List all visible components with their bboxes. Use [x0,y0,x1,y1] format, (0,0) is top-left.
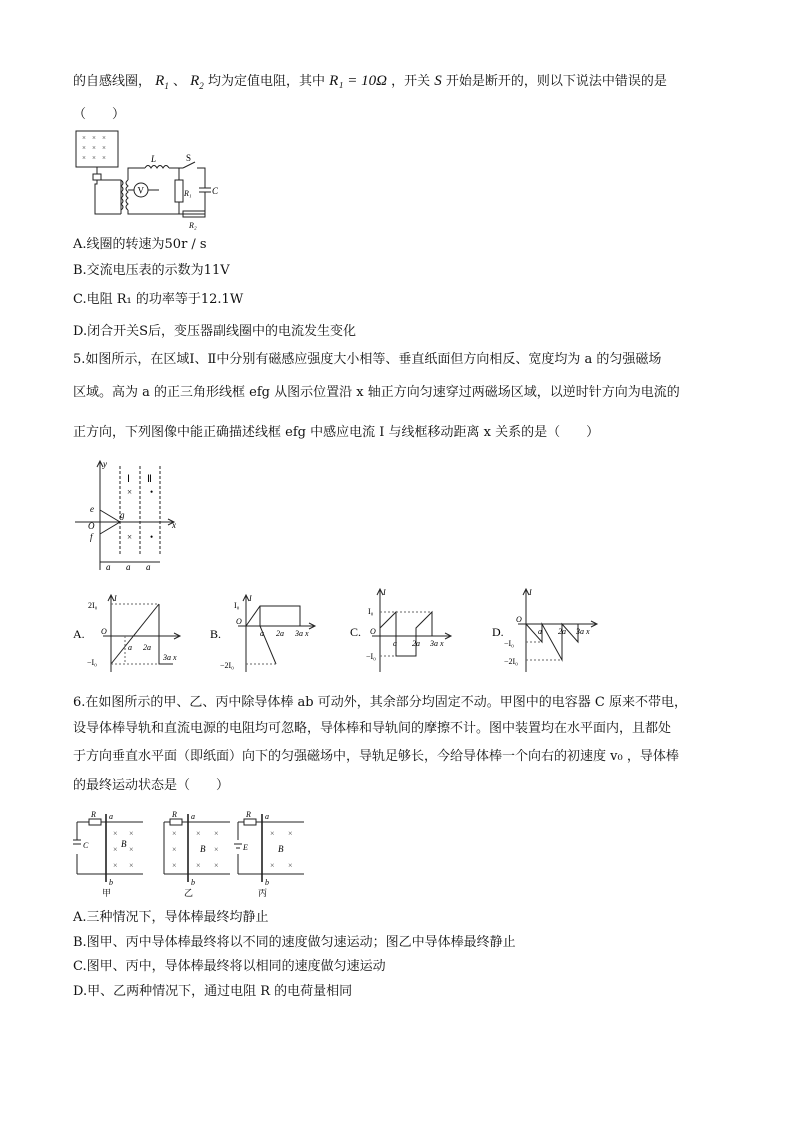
q4-answer-paren: （ ） [73,107,126,122]
svg-text:2a: 2a [412,639,420,648]
q6-figure-jia [73,808,145,902]
svg-text:E: E [243,843,248,852]
svg-text:−2I₀: −2I₀ [220,661,234,670]
svg-text:R₁: R₁ [184,189,192,198]
svg-text:乙: 乙 [184,888,194,898]
q5-stem-line1: 5.如图所示，在区域Ⅰ、Ⅱ中分别有磁感应强度大小相等、垂直纸面但方向相反、宽度均为 a 的匀强磁场 [73,352,662,367]
svg-text:B.: B. [210,627,222,641]
svg-text:丙: 丙 [258,888,268,898]
q5-graph-c [350,586,460,676]
svg-text:C: C [83,841,89,850]
svg-text:−I₀: −I₀ [504,639,514,648]
q5-stem-line3: 正方向，下列图像中能正确描述线框 efg 中感应电流 I 与线框移动距离 x 关系的是（ ） [73,425,600,440]
svg-text:×: × [214,829,219,838]
svg-text:R₂: R₂ [189,221,197,230]
svg-text:I: I [114,594,117,603]
svg-text:a: a [146,562,151,572]
q6-option-c: C.图甲、丙中，导体棒最终将以相同的速度做匀速运动 [73,959,386,974]
q4-option-c: C.电阻 R₁ 的功率等于12.1W [73,292,244,307]
svg-text:×: × [288,861,293,870]
svg-text:Ⅱ: Ⅱ [147,474,152,485]
svg-text:3a x: 3a x [295,629,309,638]
svg-text:a: a [128,643,132,652]
svg-text:−I₀: −I₀ [366,652,376,661]
svg-text:g: g [120,510,125,520]
svg-text:I: I [383,588,386,597]
svg-text:•: • [150,487,154,497]
svg-text:R: R [246,810,251,819]
svg-text:×: × [113,829,118,838]
svg-text:a: a [393,639,397,648]
svg-text:×: × [196,829,201,838]
svg-text:×: × [288,829,293,838]
svg-text:b: b [109,878,113,887]
svg-text:a: a [260,629,264,638]
svg-text:I: I [249,594,252,603]
q6-stem-line1: 6.在如图所示的甲、乙、丙中除导体棒 ab 可动外，其余部分均固定不动。甲图中的电容器 C 原来不带电， [73,695,687,710]
q4-stem-line: 的自感线圈， $R_1$ 、 $R_2$ 均为定值电阻，其中 R₁ = 10Ω ，开关 S 开始是断开的，则以下说法中错误的是 [73,73,667,91]
svg-text:•: • [150,532,154,542]
q5-graph-a [73,592,183,676]
svg-text:×: × [102,144,106,152]
svg-text:×: × [172,845,177,854]
svg-text:×: × [82,134,86,142]
svg-text:×: × [92,154,96,162]
svg-text:x: x [172,520,176,530]
svg-text:2I₀: 2I₀ [88,601,98,610]
r1-equation: R₁ = 10Ω [329,73,387,89]
svg-text:a: a [191,812,195,821]
svg-text:y: y [103,459,107,469]
svg-text:×: × [270,861,275,870]
svg-text:×: × [127,532,133,542]
q6-figure-yi [160,808,232,902]
svg-text:B: B [278,844,284,854]
svg-text:−I₀: −I₀ [87,658,97,667]
q4-circuit-figure [73,128,218,230]
svg-text:I₀: I₀ [234,601,240,610]
svg-text:×: × [172,829,177,838]
svg-text:O: O [236,617,242,626]
svg-text:L: L [151,154,157,164]
svg-text:×: × [127,487,133,497]
svg-text:O: O [370,627,376,636]
svg-text:a: a [106,562,111,572]
svg-text:×: × [82,144,86,152]
r1-symbol: $R_1$ [155,73,169,91]
svg-text:×: × [196,861,201,870]
svg-text:C: C [212,186,218,196]
svg-text:C.: C. [350,625,362,639]
svg-text:3a x: 3a x [576,627,590,636]
q6-figure-bing [234,808,306,902]
svg-text:a: a [538,627,542,636]
r2-symbol: $R_2$ [190,73,204,91]
svg-text:×: × [102,154,106,162]
q6-option-b: B.图甲、丙中导体棒最终将以不同的速度做匀速运动；图乙中导体棒最终静止 [73,935,516,950]
svg-text:S: S [186,153,192,163]
svg-text:b: b [191,878,195,887]
svg-text:b: b [265,878,269,887]
svg-text:×: × [92,134,96,142]
switch-symbol: S [434,73,442,89]
svg-text:B: B [200,844,206,854]
q6-option-a: A.三种情况下，导体棒最终均静止 [73,910,269,925]
q4-option-a: A.线圈的转速为50r / s [73,237,207,252]
q6-option-d: D.甲、乙两种情况下，通过电阻 R 的电荷量相同 [73,984,353,999]
q4-option-d: D.闭合开关S后，变压器副线圈中的电流发生变化 [73,324,356,339]
q4-stem-text: 的自感线圈， [73,74,152,89]
svg-text:e: e [90,504,94,514]
svg-text:V: V [137,185,144,196]
svg-text:a: a [109,812,113,821]
q5-field-figure [73,458,183,578]
svg-text:I₀: I₀ [368,607,374,616]
svg-text:3a x: 3a x [163,653,177,662]
svg-text:×: × [129,845,134,854]
svg-text:×: × [214,845,219,854]
svg-text:×: × [129,861,134,870]
svg-text:×: × [113,861,118,870]
svg-text:×: × [82,154,86,162]
svg-text:×: × [214,861,219,870]
svg-text:D.: D. [492,625,504,639]
svg-text:×: × [102,134,106,142]
svg-text:I: I [529,588,532,597]
q4-option-b: B.交流电压表的示数为11V [73,263,230,278]
svg-text:O: O [516,615,522,624]
q5-stem-line2: 区域。高为 a 的正三角形线框 efg 从图示位置沿 x 轴正方向匀速穿过两磁场区域，以逆时针方向为电流的 [73,385,680,400]
svg-text:2a: 2a [143,643,151,652]
svg-text:a: a [265,812,269,821]
q6-stem-line2: 设导体棒导轨和直流电源的电阻均可忽略，导体棒和导轨间的摩擦不计。图中装置均在水平面内，且都处 [73,721,672,736]
q6-stem-line4: 的最终运动状态是（ ） [73,778,230,793]
svg-text:f: f [90,532,93,542]
q6-stem-line3: 于方向垂直水平面（即纸面）向下的匀强磁场中，导轨足够长，今给导体棒一个向右的初速度 v₀ ，导体棒 [73,749,679,764]
svg-text:×: × [113,845,118,854]
svg-text:×: × [270,829,275,838]
svg-text:A.: A. [73,627,85,641]
svg-text:O: O [88,521,95,531]
svg-text:−2I₀: −2I₀ [504,657,518,666]
svg-text:×: × [129,829,134,838]
svg-text:Ⅰ: Ⅰ [127,474,130,485]
svg-text:×: × [92,144,96,152]
svg-text:2a: 2a [558,627,566,636]
svg-text:3a x: 3a x [430,639,444,648]
svg-text:×: × [172,861,177,870]
svg-text:O: O [101,627,107,636]
svg-text:R: R [172,810,177,819]
svg-text:R: R [91,810,96,819]
svg-text:a: a [126,562,131,572]
svg-text:B: B [121,839,127,849]
svg-text:2a: 2a [276,629,284,638]
svg-text:甲: 甲 [102,888,112,898]
q5-graph-b [210,592,320,676]
q5-graph-d [492,586,602,676]
